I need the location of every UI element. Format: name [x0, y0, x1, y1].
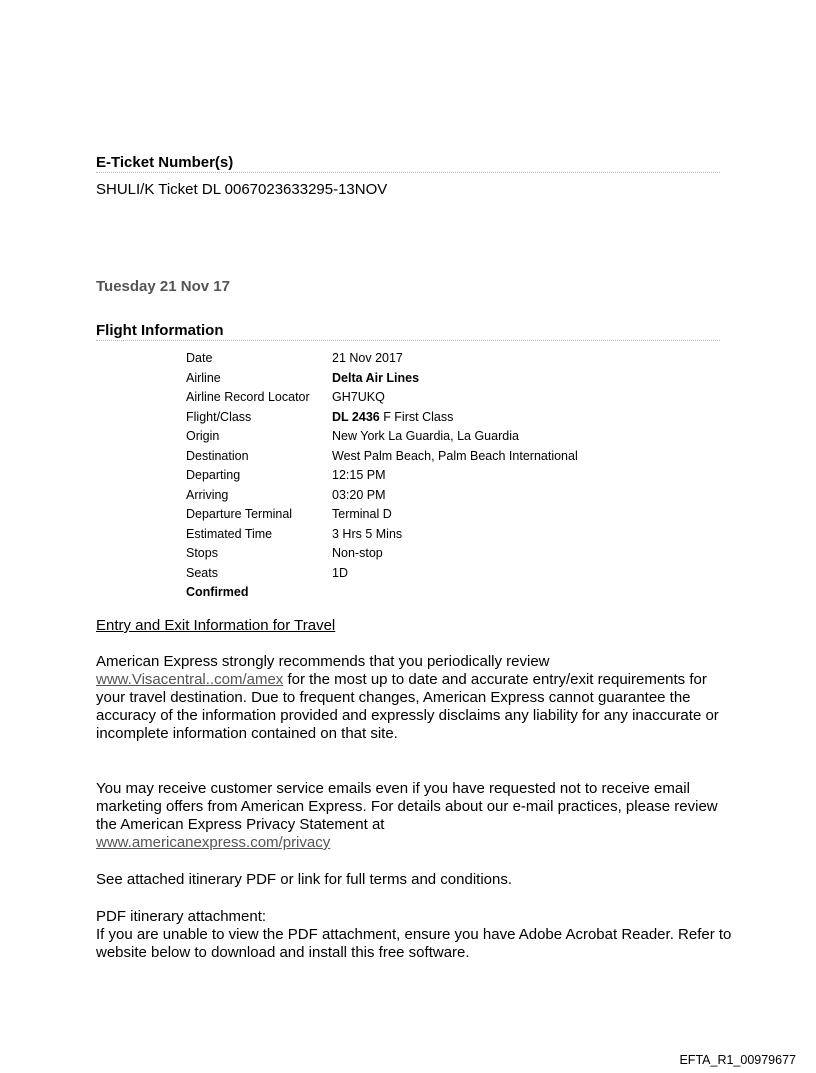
- entry-exit-paragraph: [96, 653, 736, 743]
- field-label: Arriving: [186, 487, 229, 502]
- field-value: Non-stop: [332, 546, 383, 560]
- privacy-text: You may receive customer service emails even if you have requested not to receive email marketing offers from American Express. For details about our e-mail practices, please review the American Express Privacy Statement at: [96, 780, 718, 833]
- field-label: Departing: [186, 468, 241, 482]
- entry-exit-intro: American Express strongly recommends that you periodically review: [96, 653, 550, 670]
- pdf-paragraph: [96, 908, 736, 962]
- field-label: Airline: [186, 370, 221, 385]
- pdf-heading: PDF itinerary attachment:: [96, 908, 267, 925]
- field-value: 12:15 PM: [332, 468, 386, 482]
- flight-info-heading: Flight Information: [96, 322, 720, 341]
- entry-exit-title: Entry and Exit Information for Travel: [96, 617, 336, 634]
- flight-number: DL 2436: [332, 409, 380, 424]
- field-value: New York La Guardia, La Guardia: [332, 429, 519, 443]
- privacy-paragraph: [96, 780, 736, 852]
- flight-class: F First Class: [379, 409, 454, 424]
- field-value: 1D: [332, 565, 348, 580]
- field-label: Seats: [186, 565, 218, 580]
- field-value: 21 Nov 2017: [332, 351, 403, 365]
- field-label: Stops: [186, 546, 218, 560]
- eticket-number: SHULI/K Ticket DL 0067023633295-13NOV: [96, 181, 388, 198]
- eticket-heading: E-Ticket Number(s): [96, 154, 720, 173]
- field-label: Flight/Class: [186, 409, 252, 424]
- field-value: Terminal D: [332, 507, 392, 521]
- privacy-link[interactable]: www.americanexpress.com/privacy: [96, 834, 331, 851]
- field-label: Departure Terminal: [186, 507, 293, 521]
- field-label: Origin: [186, 429, 220, 443]
- field-value: Delta Air Lines: [332, 370, 420, 385]
- field-label: Airline Record Locator: [186, 390, 310, 404]
- field-value: West Palm Beach, Palm Beach International: [332, 448, 578, 463]
- field-value: 03:20 PM: [332, 487, 386, 502]
- field-value: GH7UKQ: [332, 390, 385, 404]
- visacentral-link[interactable]: www.Visacentral..com/amex: [96, 671, 284, 688]
- field-value: [332, 408, 453, 428]
- booking-status: Confirmed: [186, 585, 249, 599]
- field-label: Date: [186, 351, 213, 365]
- field-value: 3 Hrs 5 Mins: [332, 526, 403, 541]
- document-id: EFTA_R1_00979677: [679, 1053, 796, 1067]
- terms-note: See attached itinerary PDF or link for full terms and conditions.: [96, 871, 513, 888]
- trip-date: Tuesday 21 Nov 17: [96, 278, 230, 295]
- entry-exit-body: for the most up to date and accurate entry/exit requirements for your travel destination. Due to frequent changes, American Express cannot guarantee the accuracy of the information provided and expressly disclaims any liability for any inaccurate or incomplete information contained on that site.: [96, 671, 719, 742]
- field-label: Destination: [186, 448, 249, 463]
- pdf-text: If you are unable to view the PDF attachment, ensure you have Adobe Acrobat Reader. Refer to website below to download and install this free software.: [96, 926, 732, 961]
- field-label: Estimated Time: [186, 526, 273, 541]
